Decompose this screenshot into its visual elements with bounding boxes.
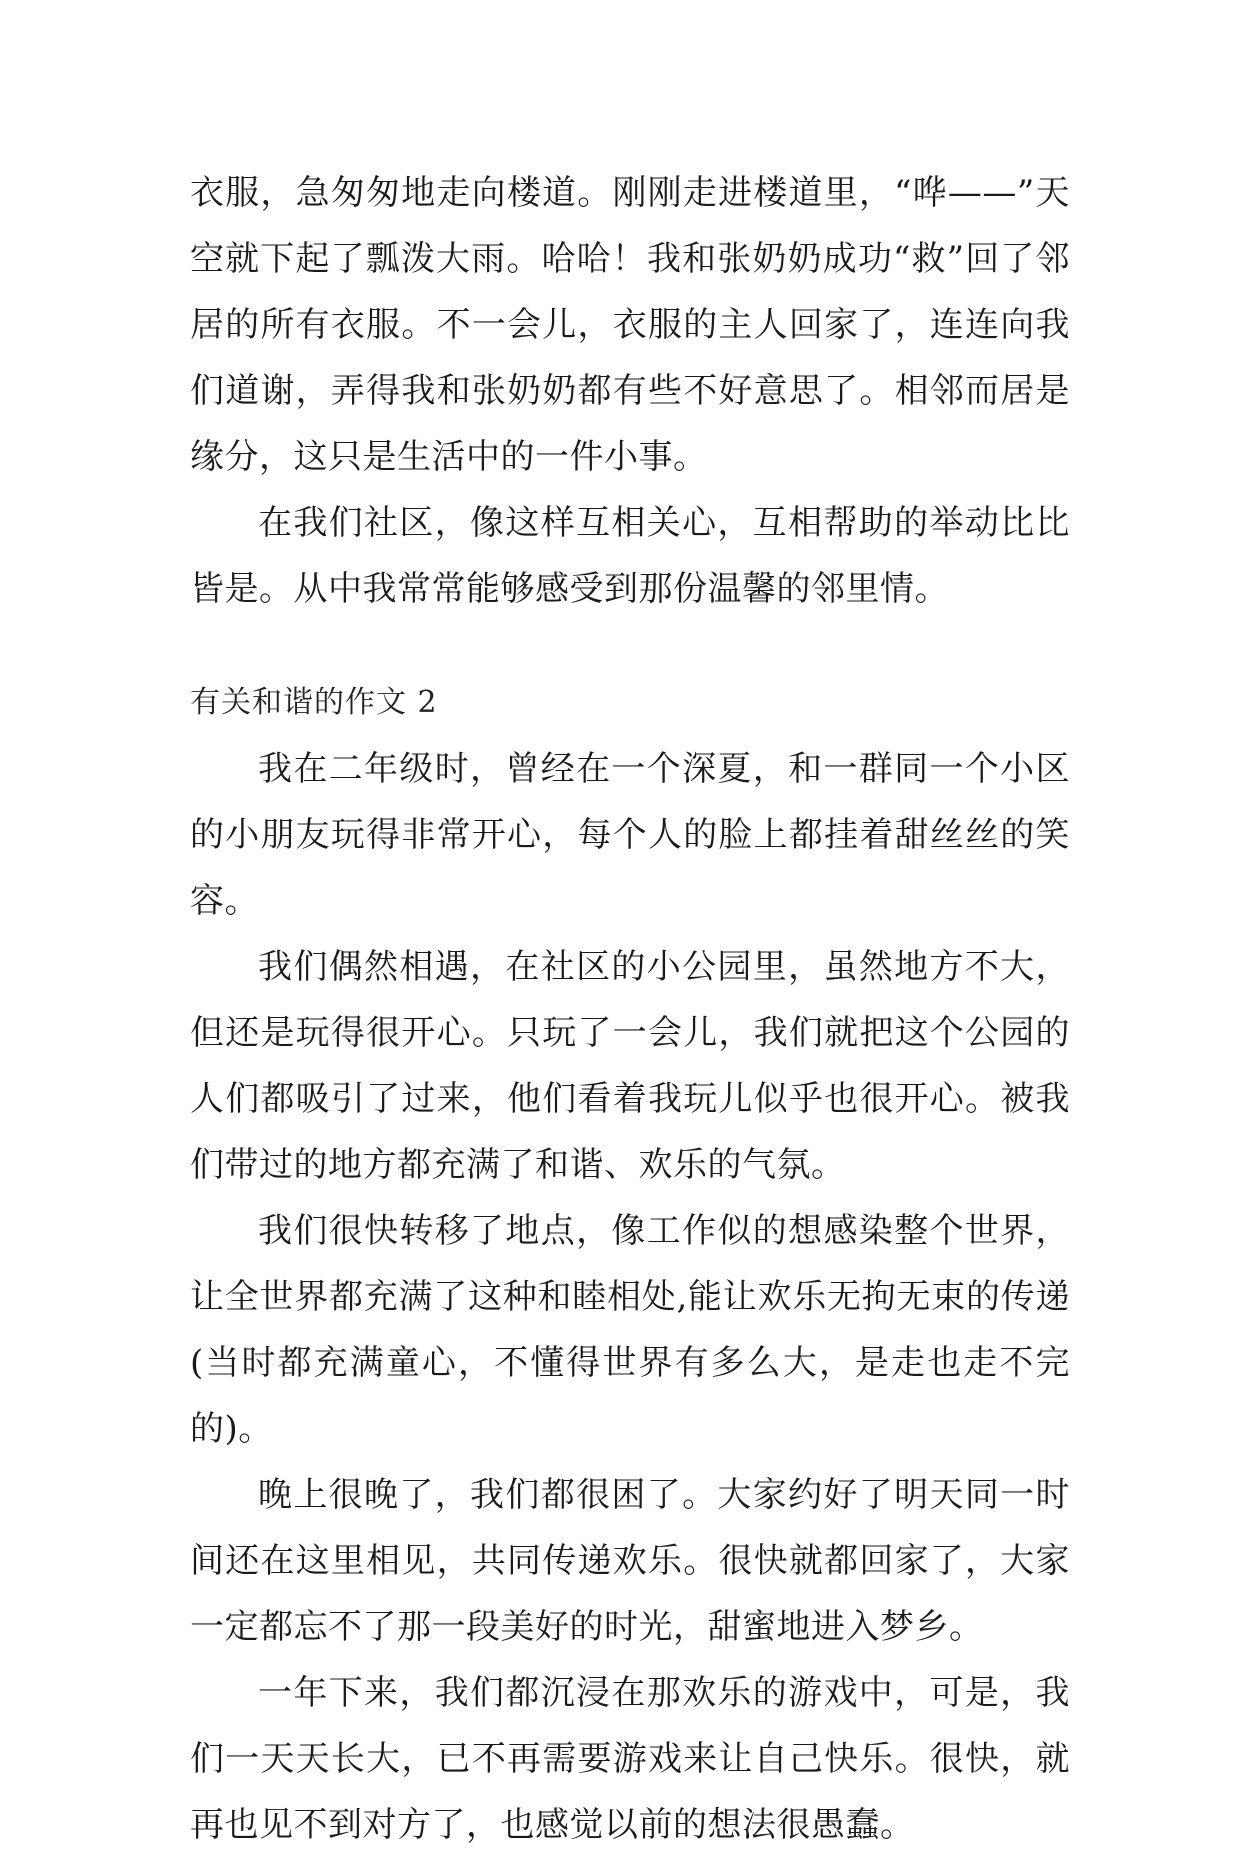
paragraph-3: 我们很快转移了地点，像工作似的想感染整个世界，让全世界都充满了这种和睦相处,能让欢乐无拘无束的传递(当时都充满童心，不懂得世界有多么大，是走也走不完的)。 bbox=[190, 1211, 1070, 1449]
section-spacer bbox=[190, 622, 1070, 670]
paragraph-2: 我们偶然相遇，在社区的小公园里，虽然地方不大，但还是玩得很开心。只玩了一会儿，我们就把这个公园的人们都吸引了过来，他们看着我玩儿似乎也很开心。被我们带过的地方都充满了和谐、欢乐的气氛。 bbox=[190, 947, 1070, 1185]
section-title: 有关和谐的作文 2 bbox=[190, 685, 438, 720]
paragraph-5: 一年下来，我们都沉浸在那欢乐的游戏中，可是，我们一天天长大，已不再需要游戏来让自己快乐。很快，就再也见不到对方了，也感觉以前的想法很愚蠢。 bbox=[190, 1673, 1070, 1845]
paragraph-community: 在我们社区，像这样互相关心，互相帮助的举动比比皆是。从中我常常能够感受到那份温馨的邻里情。 bbox=[190, 503, 1070, 609]
paragraph-continuation: 衣服，急匆匆地走向楼道。刚刚走进楼道里，“哗——”天空就下起了瓢泼大雨。哈哈！我和张奶奶成功“救”回了邻居的所有衣服。不一会儿，衣服的主人回家了，连连向我们道谢，弄得我和张奶奶都有些不好意思了。相邻而居是缘分，这只是生活中的一件小事。 bbox=[190, 173, 1070, 477]
paragraph-1: 我在二年级时，曾经在一个深夏，和一群同一个小区的小朋友玩得非常开心，每个人的脸上都挂着甜丝丝的笑容。 bbox=[190, 749, 1070, 921]
document-body bbox=[190, 160, 1070, 1858]
paragraph-4: 晚上很晚了，我们都很困了。大家约好了明天同一时间还在这里相见，共同传递欢乐。很快就都回家了，大家一定都忘不了那一段美好的时光，甜蜜地进入梦乡。 bbox=[190, 1475, 1070, 1647]
